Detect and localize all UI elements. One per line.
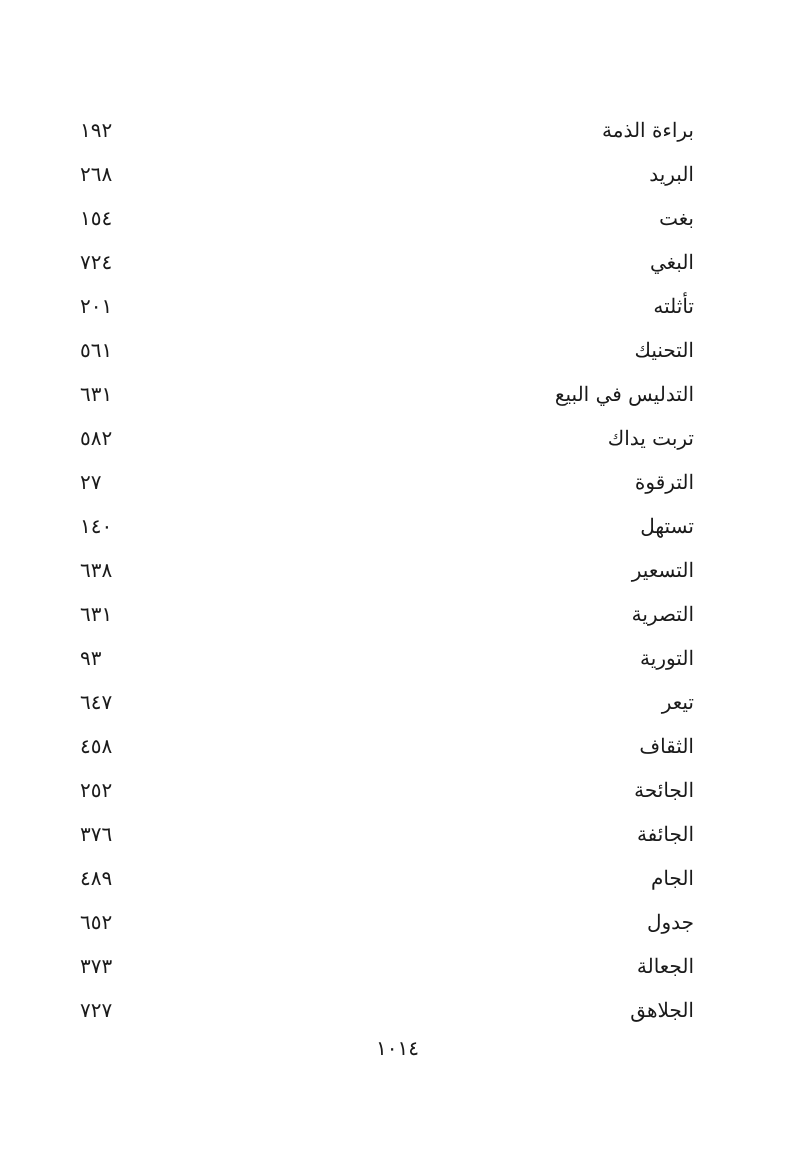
- index-term: تأثلته: [653, 294, 694, 318]
- index-row: [78, 460, 694, 504]
- index-term: التصرية: [631, 602, 694, 626]
- index-row: [78, 372, 694, 416]
- index-row: [78, 196, 694, 240]
- index-term: الجائحة: [634, 778, 694, 802]
- page-number: ١٠١٤: [376, 1036, 419, 1060]
- index-term: البغي: [649, 250, 694, 274]
- index-term: الجام: [650, 866, 694, 890]
- index-row: [78, 768, 694, 812]
- index-term: التورية: [640, 646, 694, 670]
- index-page-ref: ٩٣: [80, 646, 102, 670]
- index-term: الجلاهق: [630, 998, 694, 1022]
- index-term: البريد: [649, 162, 694, 186]
- index-page-ref: ٢٧: [80, 470, 102, 494]
- index-term: الثقاف: [639, 734, 694, 758]
- index-term: الجعالة: [636, 954, 694, 978]
- index-row: [78, 240, 694, 284]
- index-page-ref: ٢٥٢: [80, 778, 113, 802]
- index-list: [78, 108, 694, 1032]
- index-row: [78, 944, 694, 988]
- index-page-ref: ٦٣١: [80, 382, 113, 406]
- index-page-ref: ٢٠١: [80, 294, 113, 318]
- index-page-ref: ٤٥٨: [80, 734, 113, 758]
- index-term: جدول: [646, 910, 694, 934]
- index-page-ref: ٦٥٢: [80, 910, 113, 934]
- index-term: الترقوة: [634, 470, 694, 494]
- index-page-ref: ٦٣٨: [80, 558, 113, 582]
- index-row: [78, 856, 694, 900]
- index-row: [78, 152, 694, 196]
- index-row: [78, 812, 694, 856]
- index-page-ref: ٤٨٩: [80, 866, 113, 890]
- index-row: [78, 284, 694, 328]
- index-row: [78, 592, 694, 636]
- index-term: التدليس في البيع: [554, 382, 694, 406]
- index-term: تستهل: [640, 514, 694, 538]
- index-row: [78, 416, 694, 460]
- index-page-ref: ٧٢٤: [80, 250, 113, 274]
- index-term: التحنيك: [634, 338, 694, 362]
- index-row: [78, 504, 694, 548]
- index-page-ref: ٥٦١: [80, 338, 113, 362]
- index-page-ref: ١٥٤: [80, 206, 113, 230]
- index-page-ref: ٣٧٦: [80, 822, 113, 846]
- index-page-ref: ٦٣١: [80, 602, 113, 626]
- index-term: تربت يداك: [607, 426, 694, 450]
- index-page-ref: ١٤٠: [80, 514, 113, 538]
- index-row: [78, 108, 694, 152]
- index-term: براءة الذمة: [602, 118, 694, 142]
- index-page-ref: ٦٤٧: [80, 690, 113, 714]
- index-page-ref: ٥٨٢: [80, 426, 113, 450]
- index-row: [78, 328, 694, 372]
- index-page-ref: ٢٦٨: [80, 162, 113, 186]
- index-row: [78, 680, 694, 724]
- index-row: [78, 548, 694, 592]
- index-row: [78, 636, 694, 680]
- index-term: التسعير: [631, 558, 694, 582]
- index-row: [78, 988, 694, 1032]
- index-row: [78, 724, 694, 768]
- index-term: تيعر: [661, 690, 694, 714]
- index-term: الجائفة: [636, 822, 694, 846]
- index-page-ref: ١٩٢: [80, 118, 113, 142]
- index-term: بغت: [659, 206, 694, 230]
- index-page-ref: ٧٢٧: [80, 998, 113, 1022]
- index-row: [78, 900, 694, 944]
- index-page-ref: ٣٧٣: [80, 954, 113, 978]
